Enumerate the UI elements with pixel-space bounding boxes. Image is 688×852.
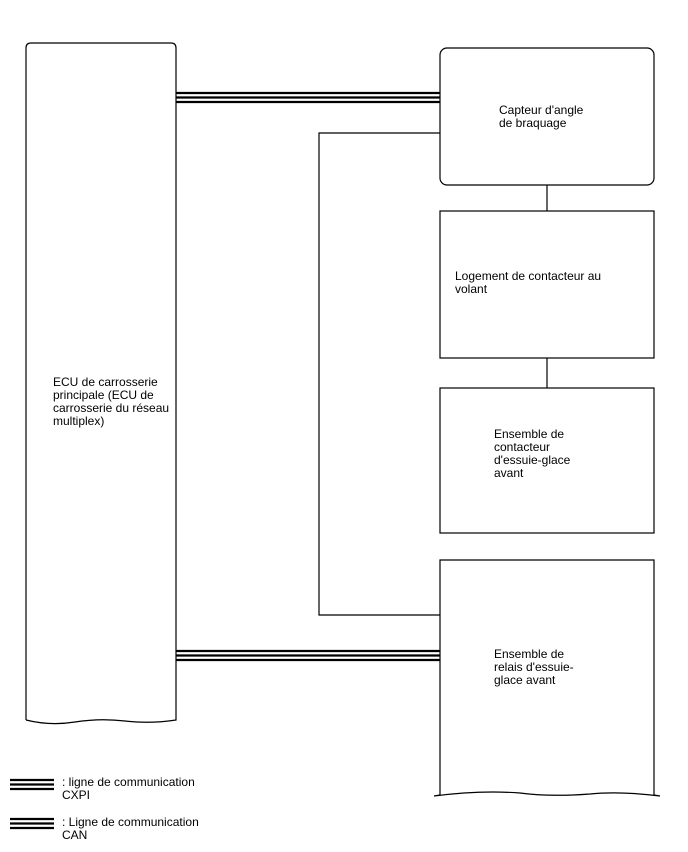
bus-ecu-sensor	[176, 93, 440, 102]
legend-can-label: : Ligne de communication CAN	[62, 815, 199, 842]
wiper-switch-label: Ensemble de contacteur d'essuie-glace avant	[494, 427, 571, 480]
bus-ecu-relay	[176, 651, 440, 660]
switch-housing-label: Logement de contacteur au volant	[455, 269, 602, 296]
legend-cxpi-label: : ligne de communication CXPI	[62, 775, 195, 802]
legend-cxpi-symbol	[10, 780, 54, 789]
sensor-relay-link	[319, 133, 440, 615]
legend-can-symbol	[10, 819, 54, 828]
steering-sensor-label: Capteur d'angle de braquage	[499, 103, 584, 130]
main-ecu-label: ECU de carrosserie principale (ECU de carrosserie du réseau multiplex)	[53, 375, 170, 428]
wiper-relay-label: Ensemble de relais d'essuie-glace avant	[494, 647, 574, 687]
